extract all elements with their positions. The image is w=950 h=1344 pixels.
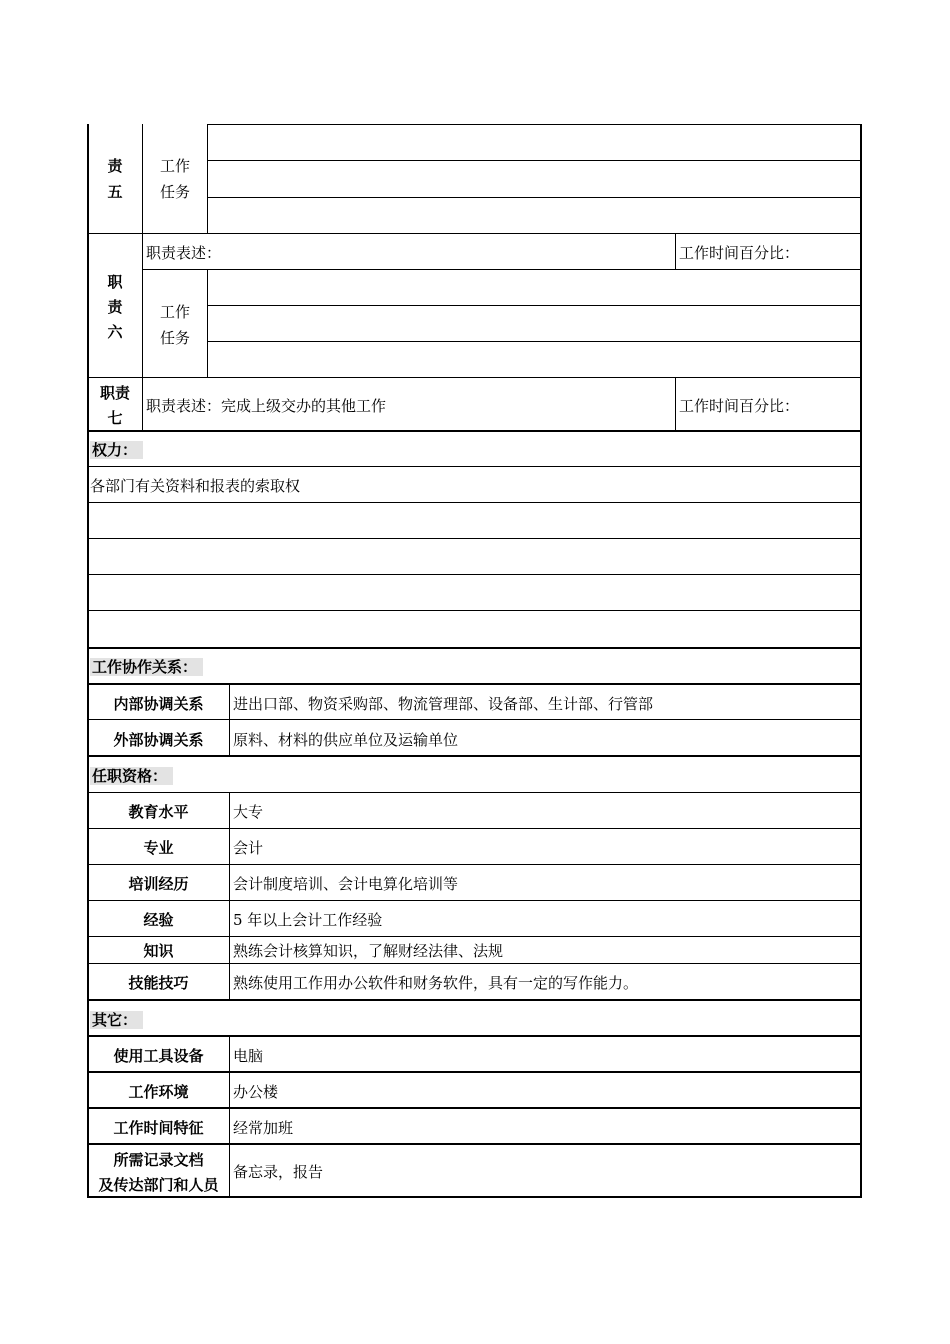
qualification-label: 专业: [143, 839, 174, 857]
duty6-row-line: [207, 305, 862, 306]
qualifications-heading-text: 任职资格：: [90, 767, 173, 785]
qualifications-row-line: [87, 900, 862, 901]
qualifications-bottom-line: [87, 999, 862, 1001]
other-label: 使用工具设备: [113, 1047, 204, 1065]
other-value: 办公楼: [233, 1083, 279, 1101]
qualification-label: 教育水平: [128, 803, 189, 821]
other-row-line: [87, 1143, 862, 1145]
duty7-desc: 职责表述：完成上级交办的其他工作: [146, 397, 387, 415]
duty5-row-line: [207, 197, 862, 198]
qualifications-row-line: [87, 936, 862, 937]
other-value: 电脑: [233, 1047, 264, 1065]
cooperation-row-line: [87, 719, 862, 720]
authority-row-line: [87, 502, 862, 503]
duty5-task-label: 工作: [159, 157, 190, 175]
duty6-time-label: 工作时间百分比：: [679, 244, 800, 262]
duty7-label-divider: [142, 377, 143, 431]
internal-coordination-value: 进出口部、物资采购部、物流管理部、设备部、生计部、行管部: [233, 695, 654, 713]
qualification-label: 培训经历: [128, 875, 189, 893]
qualification-label: 经验: [143, 911, 174, 929]
authority-heading: [90, 441, 143, 459]
qualifications-row-line: [87, 828, 862, 829]
duty6-desc-bottom: [142, 269, 862, 270]
duty6-row-line: [207, 341, 862, 342]
qualification-value: 5 年以上会计工作经验: [233, 911, 383, 929]
duty5-label-char: 责: [107, 157, 123, 175]
duty6-task-label: 工作: [159, 303, 190, 321]
authority-row-line: [87, 538, 862, 539]
cooperation-heading-text: 工作协作关系：: [90, 658, 203, 676]
duty5-label-char: 五: [107, 183, 123, 201]
cooperation-heading: [90, 658, 203, 676]
cooperation-header-line: [87, 683, 862, 685]
duty5-row-line: [207, 160, 862, 161]
records-label: 所需记录文档: [113, 1151, 204, 1169]
authority-row-line: [87, 466, 862, 467]
authority-heading-text: 权力：: [90, 441, 143, 459]
qualifications-heading: [90, 767, 173, 785]
duty5-bottom-line: [87, 233, 862, 234]
internal-coordination-label: 内部协调关系: [113, 695, 204, 713]
duty6-label-char: 责: [107, 298, 123, 316]
duty5-task-divider: [207, 124, 208, 234]
other-heading: [90, 1011, 143, 1029]
duty7-bottom-line: [87, 430, 862, 432]
duty6-label-char: 六: [107, 323, 123, 341]
duty6-task-divider: [207, 269, 208, 378]
qualifications-row-line: [87, 864, 862, 865]
records-value: 备忘录，报告: [233, 1163, 324, 1181]
qualification-value: 会计制度培训、会计电算化培训等: [233, 875, 459, 893]
duty6-label-char: 职: [107, 273, 123, 291]
duty5-task-label: 任务: [159, 183, 190, 201]
duty7-label: 职责: [99, 384, 130, 402]
qualifications-header-line: [87, 792, 862, 793]
records-label: 及传达部门和人员: [98, 1176, 219, 1194]
other-bottom-line: [87, 1196, 862, 1198]
duty6-time-divider: [675, 233, 676, 270]
qualification-value: 熟练使用工作用办公软件和财务软件，具有一定的写作能力。: [233, 974, 639, 992]
qualification-label: 技能技巧: [128, 974, 189, 992]
duty6-bottom-line: [87, 377, 862, 378]
qualifications-label-divider: [229, 792, 230, 1000]
other-label: 工作环境: [128, 1083, 189, 1101]
duty7-label: 七: [107, 409, 123, 427]
qualification-value: 大专: [233, 803, 264, 821]
other-row-line: [87, 1071, 862, 1073]
qualification-value: 熟练会计核算知识，了解财经法律、法规: [233, 942, 504, 960]
cooperation-label-divider: [229, 684, 230, 756]
duty5-label-divider: [142, 124, 143, 234]
qualification-value: 会计: [233, 839, 264, 857]
other-label-divider: [229, 1036, 230, 1197]
other-value: 经常加班: [233, 1119, 294, 1137]
external-coordination-value: 原料、材料的供应单位及运输单位: [233, 731, 459, 749]
duty6-task-label: 任务: [159, 329, 190, 347]
duty7-time-divider: [675, 377, 676, 431]
other-header-line: [87, 1035, 862, 1037]
qualifications-row-line: [87, 963, 862, 964]
external-coordination-label: 外部协调关系: [113, 731, 204, 749]
authority-row-line: [87, 574, 862, 575]
cooperation-bottom-line: [87, 755, 862, 757]
other-heading-text: 其它：: [90, 1011, 143, 1029]
duty5-top-line: [207, 124, 862, 125]
other-row-line: [87, 1107, 862, 1109]
authority-row-line: [87, 610, 862, 611]
duty6-desc-label: 职责表述：: [146, 244, 222, 262]
authority-bottom-line: [87, 647, 862, 649]
other-label: 工作时间特征: [113, 1119, 204, 1137]
qualification-label: 知识: [143, 942, 174, 960]
duty7-time-label: 工作时间百分比：: [679, 397, 800, 415]
authority-row-text: 各部门有关资料和报表的索取权: [90, 477, 301, 495]
